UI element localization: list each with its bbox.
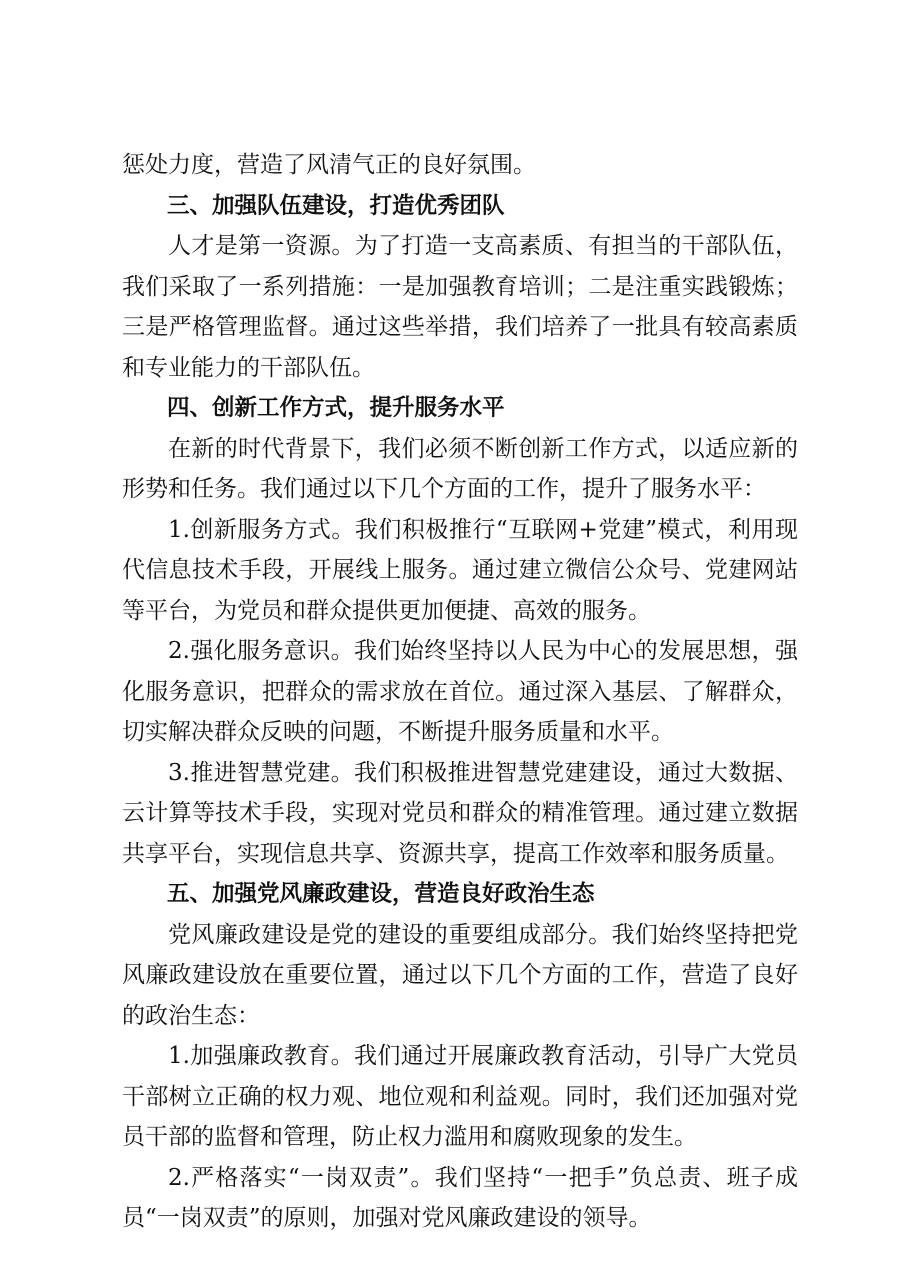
list-item: 2.严格落实“一岗双责”。我们坚持“一把手”负总责、班子成员“一岗双责”的原则，加强对党风廉政建设的领导。 xyxy=(122,1164,798,1231)
document-page xyxy=(122,145,798,1239)
paragraph-text: 惩处力度，营造了风清气正的良好氛围。 xyxy=(122,152,536,178)
list-item: 1.创新服务方式。我们积极推行“互联网+党建”模式，利用现代信息技术手段，开展线上服务。通过建立微信公众号、党建网站等平台，为党员和群众提供更加便捷、高效的服务。 xyxy=(122,516,798,624)
section-heading-5: 五、加强党风廉政建设，营造良好政治生态 xyxy=(167,881,595,907)
paragraph-text: 党风廉政建设是党的建设的重要组成部分。我们始终坚持把党风廉政建设放在重要位置，通过以下几个方面的工作，营造了良好的政治生态： xyxy=(122,921,798,1029)
section-heading-3: 三、加强队伍建设，打造优秀团队 xyxy=(167,192,505,219)
section-heading-4: 四、创新工作方式，提升服务水平 xyxy=(167,395,505,421)
list-item: 1.加强廉政教育。我们通过开展廉政教育活动，引导广大党员干部树立正确的权力观、地位观和利益观。同时，我们还加强对党员干部的监督和管理，防止权力滥用和腐败现象的发生。 xyxy=(122,1043,798,1150)
paragraph-text: 人才是第一资源。为了打造一支高素质、有担当的干部队伍，我们采取了一系列措施：一是加强教育培训；二是注重实践锻炼；三是严格管理监督。通过这些举措，我们培养了一批具有较高素质和专业能力的干部队伍。 xyxy=(122,233,798,381)
list-item: 3.推进智慧党建。我们积极推进智慧党建建设，通过大数据、云计算等技术手段，实现对党员和群众的精准管理。通过建立数据共享平台，实现信息共享、资源共享，提高工作效率和服务质量。 xyxy=(122,759,798,867)
paragraph-text: 在新的时代背景下，我们必须不断创新工作方式，以适应新的形势和任务。我们通过以下几个方面的工作，提升了服务水平： xyxy=(122,435,798,502)
list-item: 2.强化服务意识。我们始终坚持以人民为中心的发展思想，强化服务意识，把群众的需求放在首位。通过深入基层、了解群众，切实解决群众反映的问题，不断提升服务质量和水平。 xyxy=(122,638,798,745)
